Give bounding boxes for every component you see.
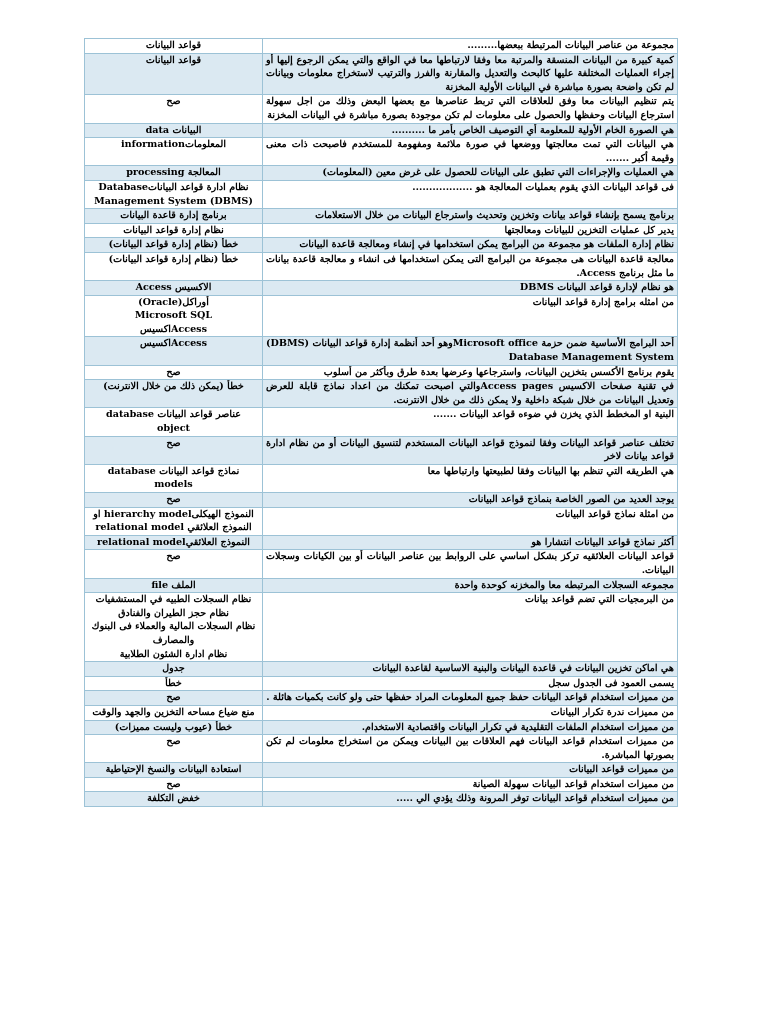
answer-text: صح	[166, 692, 181, 704]
question-text: مجموعه السجلات المرتبطه معا والمخزنه كوحدة واحدة	[454, 579, 674, 591]
question-text: معالجة قاعدة البيانات هى مجموعة من البرامج التى يمكن استخدامها فى انشاء و معالجة قاعدة بيانات ما مثل برنامج Access.	[266, 253, 674, 279]
question-cell	[263, 436, 678, 464]
question-cell	[263, 705, 678, 720]
table-row	[85, 676, 678, 691]
question-cell	[263, 238, 678, 253]
table-row	[85, 95, 678, 123]
answer-cell	[85, 180, 263, 208]
answer-cell	[85, 209, 263, 224]
question-text: من مميزات استخدام قواعد البيانات حفظ جميع المعلومات المراد حفظها حتى ولو كانت بكميات هائلة .	[266, 692, 674, 704]
question-cell	[263, 223, 678, 238]
question-text: من امثلة نماذج قواعد البيانات	[555, 508, 674, 520]
table-row	[85, 238, 678, 253]
table-row	[85, 380, 678, 408]
answer-text: خطأ (نظام إدارة قواعد البيانات)	[108, 239, 239, 251]
table-row	[85, 408, 678, 436]
question-cell	[263, 408, 678, 436]
question-cell	[263, 123, 678, 138]
answer-text: Accessاكسيس	[140, 338, 207, 350]
answer-cell	[85, 138, 263, 166]
table-row	[85, 550, 678, 578]
question-cell	[263, 380, 678, 408]
answer-text: المعالجة processing	[126, 167, 221, 179]
answer-text: صح	[166, 736, 181, 748]
answer-cell	[85, 763, 263, 778]
answer-cell	[85, 464, 263, 492]
question-text: أحد البرامج الأساسية ضمن حزمة Microsoft officeوهو أحد أنظمة إدارة قواعد البيانات (DBMS) Database Management System	[266, 338, 674, 364]
table-row	[85, 535, 678, 550]
answer-text: صح	[166, 96, 181, 108]
question-cell	[263, 281, 678, 296]
answer-text: الاكسيس Access	[135, 282, 212, 294]
answer-cell	[85, 166, 263, 181]
answer-text: خفض التكلفة	[147, 793, 200, 805]
question-cell	[263, 593, 678, 662]
answer-text: صح	[166, 494, 181, 505]
question-cell	[263, 464, 678, 492]
answer-cell	[85, 578, 263, 593]
question-cell	[263, 39, 678, 54]
question-text: في تقنية صفحات الاكسيس Access pagesوالتي اصبحت تمكنك من اعداد نماذج قابلة للعرض وتعديل البيانات من خلال شبكة داخلية ولا يمكن ذلك من خلال الانترنت.	[266, 381, 675, 406]
table-row	[85, 763, 678, 778]
answer-cell	[85, 380, 263, 408]
answer-text: قواعد البيانات	[145, 54, 202, 66]
answer-cell	[85, 223, 263, 238]
answer-text: البيانات data	[145, 124, 202, 136]
table-row	[85, 464, 678, 492]
answer-text: عناصر قواعد البيانات database object	[106, 409, 241, 435]
question-cell	[263, 252, 678, 280]
answer-text: نظام السجلات الطبيه في المستشفيات نظام حجز الطيران والفنادق نظام السجلات المالية والعملاء فى البنوك والمصارف نظام ادارة الشئون الطلابية	[91, 594, 256, 660]
table-row	[85, 792, 678, 807]
qa-table	[84, 38, 678, 807]
question-cell	[263, 138, 678, 166]
question-cell	[263, 578, 678, 593]
document-page	[84, 38, 675, 807]
question-text: هي الطريقه التي تنظم بها البيانات وفقا لطبيعتها وارتباطها معا	[427, 465, 674, 477]
answer-cell	[85, 777, 263, 792]
table-row	[85, 53, 678, 95]
answer-text: برنامج إدارة قاعدة البيانات	[120, 210, 227, 222]
table-row	[85, 39, 678, 54]
question-cell	[263, 763, 678, 778]
question-text: نظام إدارة الملفات هو مجموعة من البرامج يمكن استخدامها في إنشاء ومعالجة قاعدة البيانات	[299, 239, 674, 251]
question-text: يدير كل عمليات التخزين للبيانات ومعالجتها	[504, 224, 674, 236]
table-row	[85, 281, 678, 296]
answer-cell	[85, 436, 263, 464]
answer-cell	[85, 123, 263, 138]
answer-cell	[85, 720, 263, 735]
question-text: هي الصورة الخام الأولية للمعلومة أي التوصيف الخاص بأمر ما ..........	[391, 124, 674, 136]
answer-cell	[85, 53, 263, 95]
question-cell	[263, 493, 678, 508]
question-text: من مميزات قواعد البيانات	[569, 764, 674, 776]
answer-text: نماذج قواعد البيانات database models	[107, 465, 240, 491]
question-cell	[263, 662, 678, 677]
answer-cell	[85, 550, 263, 578]
question-text: كمية كبيرة من البيانات المنسقة والمرتبة معا وفقا لارتباطها معا في الواقع والتي يمكن الرجوع إليها أو إجراء العمليات المختلفة عليها كالبحث والتعديل والمقارنة والفرز والترتيب لاستخراج معلومات وبيانات لم تكن واضحة بصورة مباشرة في البيانات الأولية المخزنة	[266, 54, 674, 93]
qa-table-body	[85, 39, 678, 807]
question-text: يتم تنظيم البيانات معا وفق للعلاقات التي تربط عناصرها مع بعضها البعض وذلك من اجل سهولة استرجاع البيانات وحفظها والحصول على معلومات لم تكن موجودة بصورة مباشرة في البيانات المخزنة	[266, 96, 674, 121]
answer-text: خطأ (يمكن ذلك من خلال الانترنت)	[103, 381, 244, 393]
answer-cell	[85, 662, 263, 677]
answer-cell	[85, 792, 263, 807]
question-cell	[263, 365, 678, 380]
table-row	[85, 365, 678, 380]
answer-cell	[85, 535, 263, 550]
table-row	[85, 493, 678, 508]
answer-cell	[85, 676, 263, 691]
answer-cell	[85, 507, 263, 535]
question-cell	[263, 777, 678, 792]
table-row	[85, 223, 678, 238]
question-text: فى قواعد البيانات الذي يقوم بعمليات المعالجة هو ..................	[412, 181, 674, 193]
question-cell	[263, 337, 678, 365]
table-row	[85, 507, 678, 535]
question-text: أكثر نماذج قواعد البيانات انتشارا هو	[531, 536, 674, 548]
answer-text: صح	[166, 366, 181, 378]
table-row	[85, 593, 678, 662]
question-text: من مميزات استخدام الملفات التقليدية في تكرار البيانات واقتصادية الاستخدام.	[361, 721, 674, 733]
answer-text: المعلوماتinformation	[120, 139, 227, 151]
table-row	[85, 662, 678, 677]
answer-text: نظام ادارة قواعد البياناتDatabase Management System (DBMS)	[94, 181, 253, 207]
table-row	[85, 777, 678, 792]
answer-text: جدول	[162, 663, 185, 675]
table-row	[85, 295, 678, 337]
answer-cell	[85, 337, 263, 365]
answer-text: استعادة البيانات والنسخ الإحتياطية	[105, 764, 242, 776]
question-cell	[263, 676, 678, 691]
question-cell	[263, 53, 678, 95]
table-row	[85, 691, 678, 706]
question-text: من مميزات استخدام قواعد البيانات سهولة الصيانة	[472, 778, 674, 790]
table-row	[85, 252, 678, 280]
answer-cell	[85, 281, 263, 296]
answer-cell	[85, 408, 263, 436]
question-text: هي اماكن تخزين البيانات في قاعدة البيانات والبنية الاساسية لقاعدة البيانات	[372, 663, 674, 675]
question-cell	[263, 166, 678, 181]
question-text: هي البيانات التي تمت معالجتها ووضعها في صورة ملائمة ومفهومة للمستخدم فاصبحت ذات معنى وقيمة أكبر .......	[266, 139, 674, 164]
table-row	[85, 209, 678, 224]
answer-cell	[85, 95, 263, 123]
question-text: تختلف عناصر قواعد البيانات وفقا لنموذج قواعد البيانات المستخدم لتنسيق البيانات أو من نظام ادارة قواعد بيانات لاخر	[266, 437, 674, 463]
question-text: من مميزات ندرة تكرار البيانات	[550, 706, 674, 718]
answer-cell	[85, 691, 263, 706]
table-row	[85, 705, 678, 720]
question-cell	[263, 209, 678, 224]
answer-text: خطأ (نظام إدارة قواعد البيانات)	[108, 253, 239, 265]
answer-text: صح	[166, 437, 181, 449]
answer-text: نظام إدارة قواعد البيانات	[123, 224, 224, 236]
answer-text: خطأ (عيوب وليست مميزات)	[114, 721, 233, 733]
question-cell	[263, 295, 678, 337]
table-row	[85, 180, 678, 208]
answer-text: أوراكل(Oracle) Microsoft SQL Accessاكسيس	[134, 296, 213, 335]
answer-cell	[85, 735, 263, 763]
answer-cell	[85, 705, 263, 720]
table-row	[85, 735, 678, 763]
question-cell	[263, 691, 678, 706]
question-cell	[263, 735, 678, 763]
question-text: برنامج يسمح بإنشاء قواعد بيانات وتخزين وتحديث واسترجاع البيانات من خلال الاستعلامات	[315, 210, 674, 222]
question-text: البنية او المخطط الذي يخزن في ضوءه قواعد البيانات .......	[433, 409, 674, 421]
question-text: هي العمليات والإجراءات التي تطبق على البيانات للحصول على غرض معين (المعلومات)	[322, 167, 674, 179]
question-cell	[263, 792, 678, 807]
table-row	[85, 337, 678, 365]
question-text: يوجد العديد من الصور الخاصة بنماذج قواعد البيانات	[468, 494, 674, 505]
table-row	[85, 138, 678, 166]
question-text: مجموعة من عناصر البيانات المرتبطة ببعضها.........	[467, 40, 674, 51]
table-row	[85, 166, 678, 181]
question-text: هو نظام لإدارة قواعد البيانات DBMS	[519, 282, 674, 294]
answer-text: منع ضياع مساحه التخزين والجهد والوقت	[92, 706, 255, 718]
question-text: من مميزات استخدام قواعد البيانات فهم العلاقات بين البيانات ويمكن من استخراج معلومات لم تكن بصورتها المباشرة.	[266, 736, 674, 761]
table-row	[85, 436, 678, 464]
question-text: قواعد البيانات العلائقيه تركز بشكل اساسي على الروابط بين عناصر البيانات أو بين الكيانات وسجلات البيانات.	[266, 551, 674, 576]
table-row	[85, 720, 678, 735]
question-text: من البرمجيات التي تضم قواعد بيانات	[524, 594, 674, 606]
question-text: يقوم برنامج الأكسس بتخزين البيانات، واسترجاعها وعرضها بعدة طرق وبأكثر من أسلوب	[323, 366, 674, 378]
answer-text: النموذج الهيكلىhierarchy model او النموذج العلائقي relational model	[93, 508, 254, 534]
question-cell	[263, 720, 678, 735]
answer-cell	[85, 39, 263, 54]
table-row	[85, 123, 678, 138]
answer-text: صح	[166, 551, 181, 563]
answer-cell	[85, 365, 263, 380]
question-text: من امثله برامج إدارة قواعد البيانات	[532, 296, 674, 308]
question-text: يسمى العمود فى الجدول سجل	[548, 677, 674, 689]
answer-text: خطأ	[165, 677, 182, 689]
answer-cell	[85, 493, 263, 508]
answer-text: صح	[166, 778, 181, 790]
table-row	[85, 578, 678, 593]
answer-text: قواعد البيانات	[145, 40, 202, 51]
question-cell	[263, 550, 678, 578]
question-cell	[263, 507, 678, 535]
answer-cell	[85, 238, 263, 253]
answer-cell	[85, 593, 263, 662]
answer-text: النموذج العلائقيrelational model	[97, 536, 250, 548]
answer-cell	[85, 295, 263, 337]
question-cell	[263, 535, 678, 550]
answer-text: الملف file	[151, 579, 196, 591]
question-cell	[263, 180, 678, 208]
question-cell	[263, 95, 678, 123]
answer-cell	[85, 252, 263, 280]
question-text: من مميزات استخدام قواعد البيانات توفر المرونة وذلك يؤدي الي .....	[396, 793, 674, 805]
